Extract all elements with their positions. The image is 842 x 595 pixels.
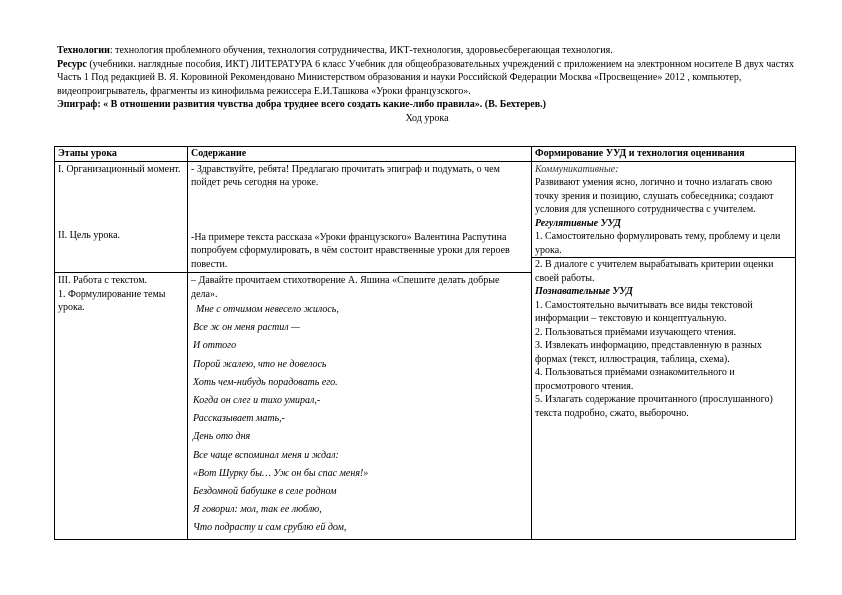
poem bbox=[191, 301, 528, 538]
epigraph-text: « В отношении развития чувства добра труднее всего создать какие-либо правила». (В. Бехтерев.) bbox=[100, 99, 546, 111]
communicative-heading: Коммуникативные: bbox=[535, 163, 619, 175]
cognitive-item: 5. Излагать содержание прочитанного (прослушанного) текста подробно, сжато, выборочно. bbox=[535, 394, 773, 419]
regulatory-item: 1. Самостоятельно формулировать тему, проблему и цели урока. bbox=[535, 231, 781, 256]
lesson-intro bbox=[57, 44, 797, 126]
cognitive-item: 4. Пользоваться приёмами ознакомительного и просмотрового чтения. bbox=[535, 367, 735, 392]
spacer bbox=[191, 190, 528, 231]
technologies-text: : технология проблемного обучения, технология сотрудничества, ИКТ-технология, здоровьесберегающая технология. bbox=[109, 45, 613, 56]
cognitive-heading: Познавательные УУД bbox=[535, 286, 633, 297]
goal-text: -На примере текста рассказа «Уроки французского» Валентина Распутина попробуем сформулировать, в чём состоит нравственные уроки для героев повести. bbox=[191, 231, 510, 270]
header-content: Содержание bbox=[188, 147, 532, 162]
poem-line: Все чаще вспоминал меня и ждал: bbox=[193, 449, 339, 461]
header-uud: Формирование УУД и технология оценивания bbox=[532, 147, 796, 162]
header-stages: Этапы урока bbox=[55, 147, 188, 162]
poem-line: День ото дня bbox=[193, 431, 251, 443]
table-row bbox=[55, 161, 796, 273]
spacer bbox=[58, 176, 184, 229]
stage-cell bbox=[55, 273, 188, 540]
poem-line: Рассказывает мать,- bbox=[193, 413, 285, 425]
greeting-text: - Здравствуйте, ребята! Предлагаю прочитать эпиграф и подумать, о чем пойдет речь сегодня на уроке. bbox=[191, 163, 500, 188]
poem-line: Мне с отчимом невесело жилось, bbox=[196, 304, 339, 315]
cognitive-item: 1. Самостоятельно вычитывать все виды текстовой информации – текстовую и концептуальную. bbox=[535, 299, 753, 324]
stage-text-work: III. Работа с текстом. bbox=[58, 275, 148, 286]
course-title: Ход урока bbox=[405, 112, 449, 124]
cognitive-item: 3. Извлекать информацию, представленную в разных формах (текст, иллюстрация, таблица, схема). bbox=[535, 340, 762, 365]
epigraph-line bbox=[57, 98, 797, 112]
poem-line: «Вот Шурку бы… Уж он бы спас меня!» bbox=[193, 467, 369, 479]
poem-line: Я говорил: мол, так ее люблю, bbox=[193, 504, 322, 516]
content-cell bbox=[188, 161, 532, 273]
content-cell bbox=[188, 273, 532, 540]
resource-text: (учебники. наглядные пособия, ИКТ) ЛИТЕРАТУРА 6 класс Учебник для общеобразовательных учреждений с приложением на электронном носителе В двух частях Часть 1 Под редакцией В. Я. Коровиной Рекомендовано Министерством образования и науки Российской Федерации Москва «Просвещение» 2012 , компьютер, видеопроигрыватель, фрагменты из кинофильма режиссера Е.И.Ташкова «Уроки французского». bbox=[57, 58, 794, 97]
regulatory-item: 2. В диалоге с учителем вырабатывать критерии оценки своей работы. bbox=[532, 257, 795, 285]
stage-topic: 1. Формулирование темы урока. bbox=[58, 288, 166, 313]
poem-line: И оттого bbox=[193, 340, 237, 352]
lesson-table bbox=[54, 146, 796, 540]
poem-line: Когда он слег и тихо умирал,- bbox=[193, 395, 321, 407]
cognitive-item: 2. Пользоваться приёмами изучающего чтения. bbox=[535, 326, 736, 338]
poem-line: Порой жалею, что не довелось bbox=[193, 358, 327, 370]
stage-organizational: I. Организационный момент. bbox=[58, 163, 181, 175]
stage-goal: II. Цель урока. bbox=[58, 230, 121, 241]
poem-line: Бездомной бабушке в селе родном bbox=[193, 486, 337, 498]
poem-line: Что подрасту и сам срублю ей дом, bbox=[193, 522, 347, 534]
communicative-text: Развивают умения ясно, логично и точно излагать свою точку зрения и позицию, слушать собеседника; создают условия для успешного сотрудничества с учителем. bbox=[535, 177, 774, 215]
technologies-label: Технологии bbox=[57, 45, 110, 56]
uud-cell bbox=[532, 161, 796, 539]
poem-line: Хоть чем-нибудь порадовать его. bbox=[193, 376, 338, 388]
epigraph-label: Эпиграф: bbox=[57, 99, 101, 111]
regulatory-heading: Регулятивные УУД bbox=[535, 217, 621, 229]
resource-label: Ресурс bbox=[57, 58, 87, 70]
technologies-line bbox=[57, 44, 797, 58]
stage-cell bbox=[55, 161, 188, 273]
poem-line: Все ж он меня растил — bbox=[193, 322, 300, 334]
table-header-row bbox=[55, 147, 796, 162]
poem-intro: – Давайте прочитаем стихотворение А. Яшина «Спешите делать добрые дела». bbox=[191, 275, 500, 300]
resource-line bbox=[57, 58, 797, 99]
